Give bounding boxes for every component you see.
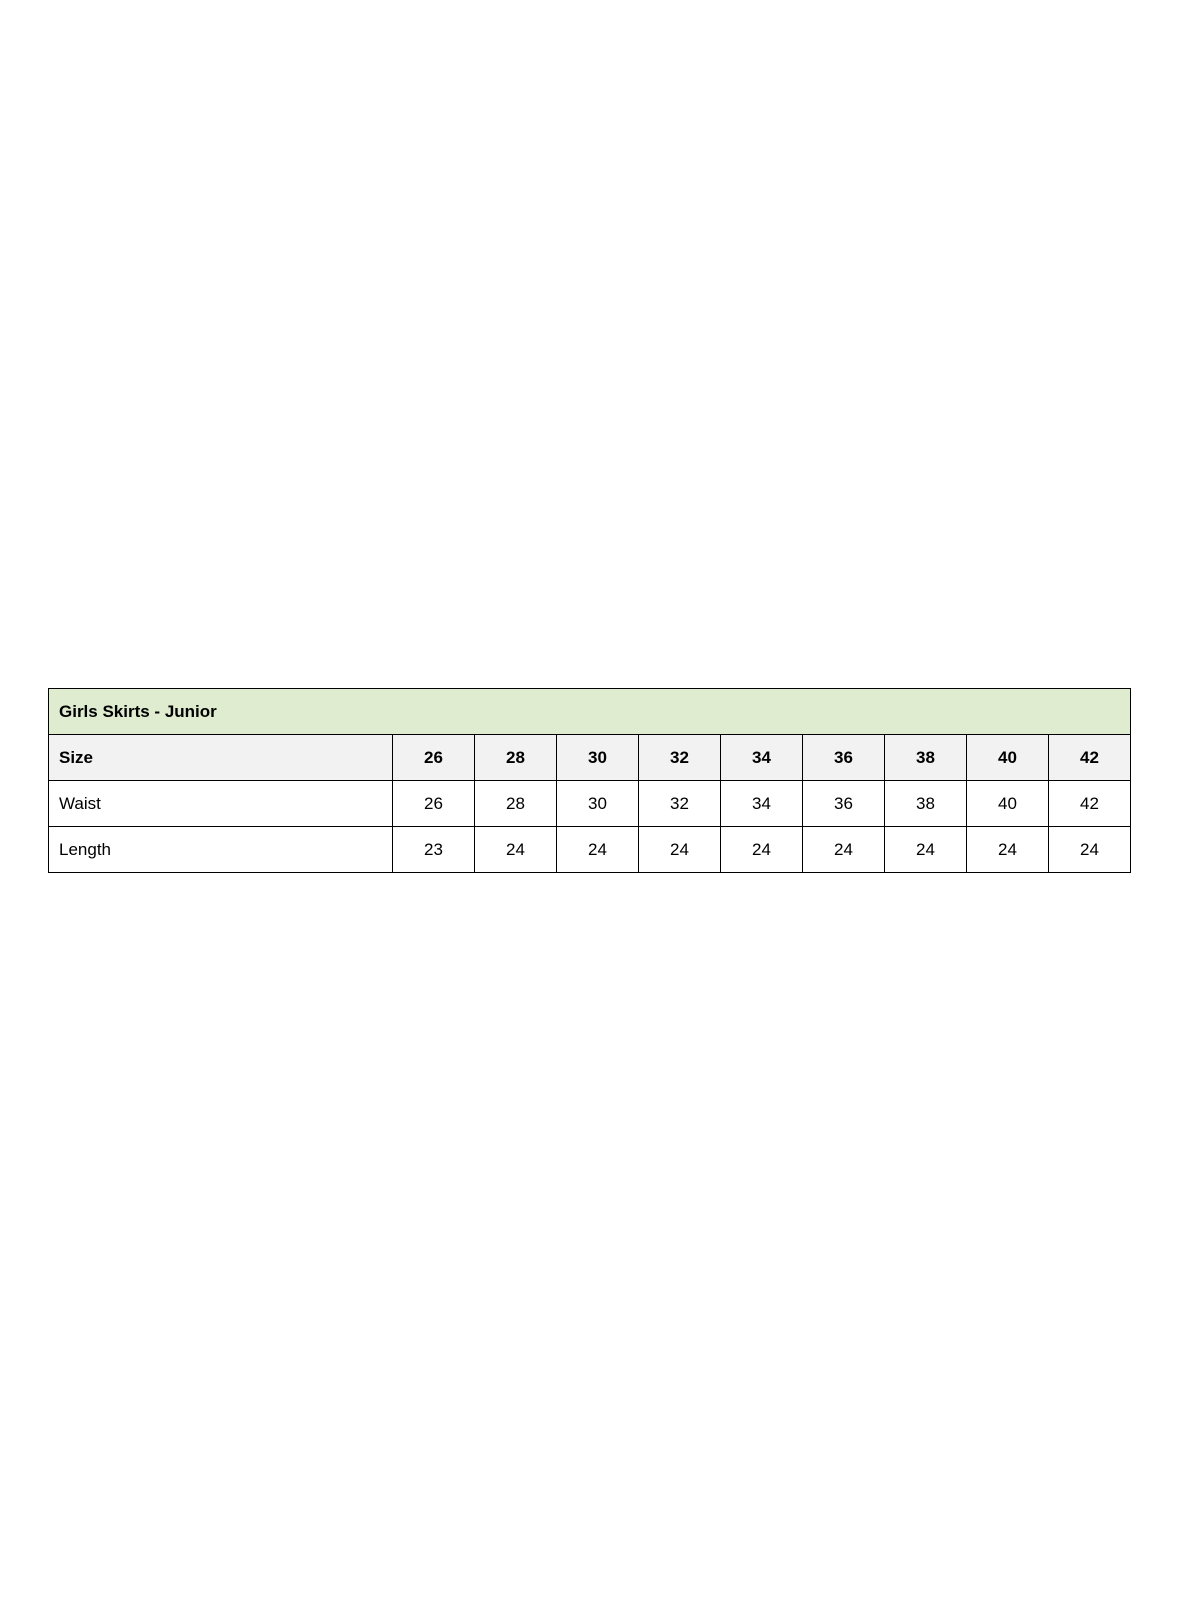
measurement-cell: 24: [475, 827, 557, 873]
size-header-label: Size: [49, 735, 393, 781]
size-header-cell: 28: [475, 735, 557, 781]
table-header-row: [49, 735, 1131, 781]
table-row: [49, 827, 1131, 873]
measurement-cell: 36: [803, 781, 885, 827]
measurement-cell: 24: [803, 827, 885, 873]
measurement-cell: 38: [885, 781, 967, 827]
row-label: Length: [49, 827, 393, 873]
size-chart-container: [48, 688, 1128, 873]
size-header-cell: 30: [557, 735, 639, 781]
size-chart-table: [48, 688, 1131, 873]
size-header-cell: 42: [1049, 735, 1131, 781]
table-row: [49, 781, 1131, 827]
size-header-cell: 26: [393, 735, 475, 781]
measurement-cell: 24: [639, 827, 721, 873]
measurement-cell: 42: [1049, 781, 1131, 827]
measurement-cell: 24: [721, 827, 803, 873]
chart-title: Girls Skirts - Junior: [49, 689, 1131, 735]
measurement-cell: 24: [1049, 827, 1131, 873]
size-header-cell: 32: [639, 735, 721, 781]
measurement-cell: 40: [967, 781, 1049, 827]
measurement-cell: 26: [393, 781, 475, 827]
size-header-cell: 34: [721, 735, 803, 781]
size-header-cell: 40: [967, 735, 1049, 781]
measurement-cell: 24: [885, 827, 967, 873]
row-label: Waist: [49, 781, 393, 827]
table-title-row: [49, 689, 1131, 735]
size-header-cell: 38: [885, 735, 967, 781]
measurement-cell: 24: [967, 827, 1049, 873]
measurement-cell: 28: [475, 781, 557, 827]
measurement-cell: 34: [721, 781, 803, 827]
size-header-cell: 36: [803, 735, 885, 781]
measurement-cell: 24: [557, 827, 639, 873]
measurement-cell: 32: [639, 781, 721, 827]
measurement-cell: 23: [393, 827, 475, 873]
measurement-cell: 30: [557, 781, 639, 827]
